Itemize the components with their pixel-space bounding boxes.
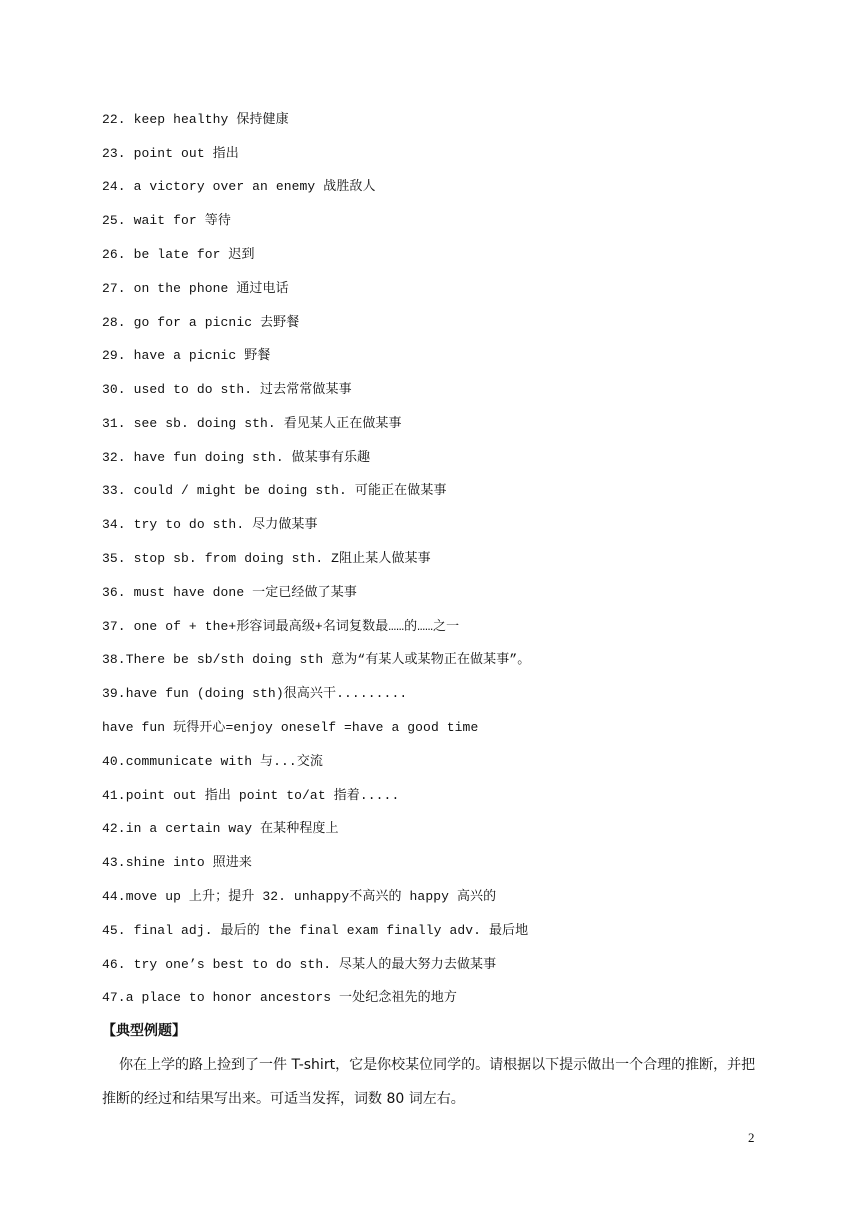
phrase-line-36: 36. must have done 一定已经做了某事	[102, 585, 357, 600]
phrase-line-24: 24. a victory over an enemy 战胜敌人	[102, 179, 376, 194]
phrase-line-33: 33. could / might be doing sth. 可能正在做某事	[102, 483, 447, 498]
example-paragraph: 你在上学的路上捡到了一件 T-shirt，它是你校某位同学的。请根据以下提示做出一个合理的推断，并把推断的经过和结果写出来。可适当发挥，词数 80 词左右。	[102, 1057, 756, 1107]
phrase-line-37: 37. one of + the+形容词最高级+名词复数最……的……之一	[102, 619, 460, 634]
example-section-heading: 【典型例题】	[102, 1023, 186, 1039]
phrase-line-43: 43.shine into 照进来	[102, 855, 252, 870]
phrase-line-47: 47.a place to honor ancestors 一处纪念祖先的地方	[102, 990, 457, 1005]
phrase-line-44: 44.move up 上升；提升 32. unhappy不高兴的 happy 高兴的	[102, 889, 497, 904]
phrase-line-34: 34. try to do sth. 尽力做某事	[102, 517, 318, 532]
phrase-line-35: 35. stop sb. from doing sth. Z阻止某人做某事	[102, 551, 431, 566]
phrase-line-40: 40.communicate with 与...交流	[102, 754, 324, 769]
phrase-line-29: 29. have a picnic 野餐	[102, 348, 271, 363]
phrase-line-27: 27. on the phone 通过电话	[102, 281, 289, 296]
page-number: 2	[748, 1130, 755, 1145]
phrase-line-39-note: have fun 玩得开心=enjoy oneself =have a good time	[102, 720, 479, 735]
phrase-line-41: 41.point out 指出 point to/at 指着.....	[102, 788, 400, 803]
phrase-line-28: 28. go for a picnic 去野餐	[102, 315, 300, 330]
phrase-line-45: 45. final adj. 最后的 the final exam finally adv. 最后地	[102, 923, 529, 938]
phrase-line-23: 23. point out 指出	[102, 146, 239, 161]
phrase-line-38: 38.There be sb/sth doing sth 意为“有某人或某物正在做某事”。	[102, 652, 531, 667]
phrase-line-42: 42.in a certain way 在某种程度上	[102, 821, 339, 836]
phrase-line-25: 25. wait for 等待	[102, 213, 231, 228]
phrase-line-26: 26. be late for 迟到	[102, 247, 255, 262]
phrase-line-46: 46. try one’s best to do sth. 尽某人的最大努力去做某事	[102, 957, 497, 972]
phrase-line-32: 32. have fun doing sth. 做某事有乐趣	[102, 450, 371, 465]
phrase-line-39: 39.have fun (doing sth)很高兴干.........	[102, 686, 408, 701]
phrase-line-31: 31. see sb. doing sth. 看见某人正在做某事	[102, 416, 402, 431]
phrase-line-30: 30. used to do sth. 过去常常做某事	[102, 382, 352, 397]
phrase-line-22: 22. keep healthy 保持健康	[102, 112, 289, 127]
